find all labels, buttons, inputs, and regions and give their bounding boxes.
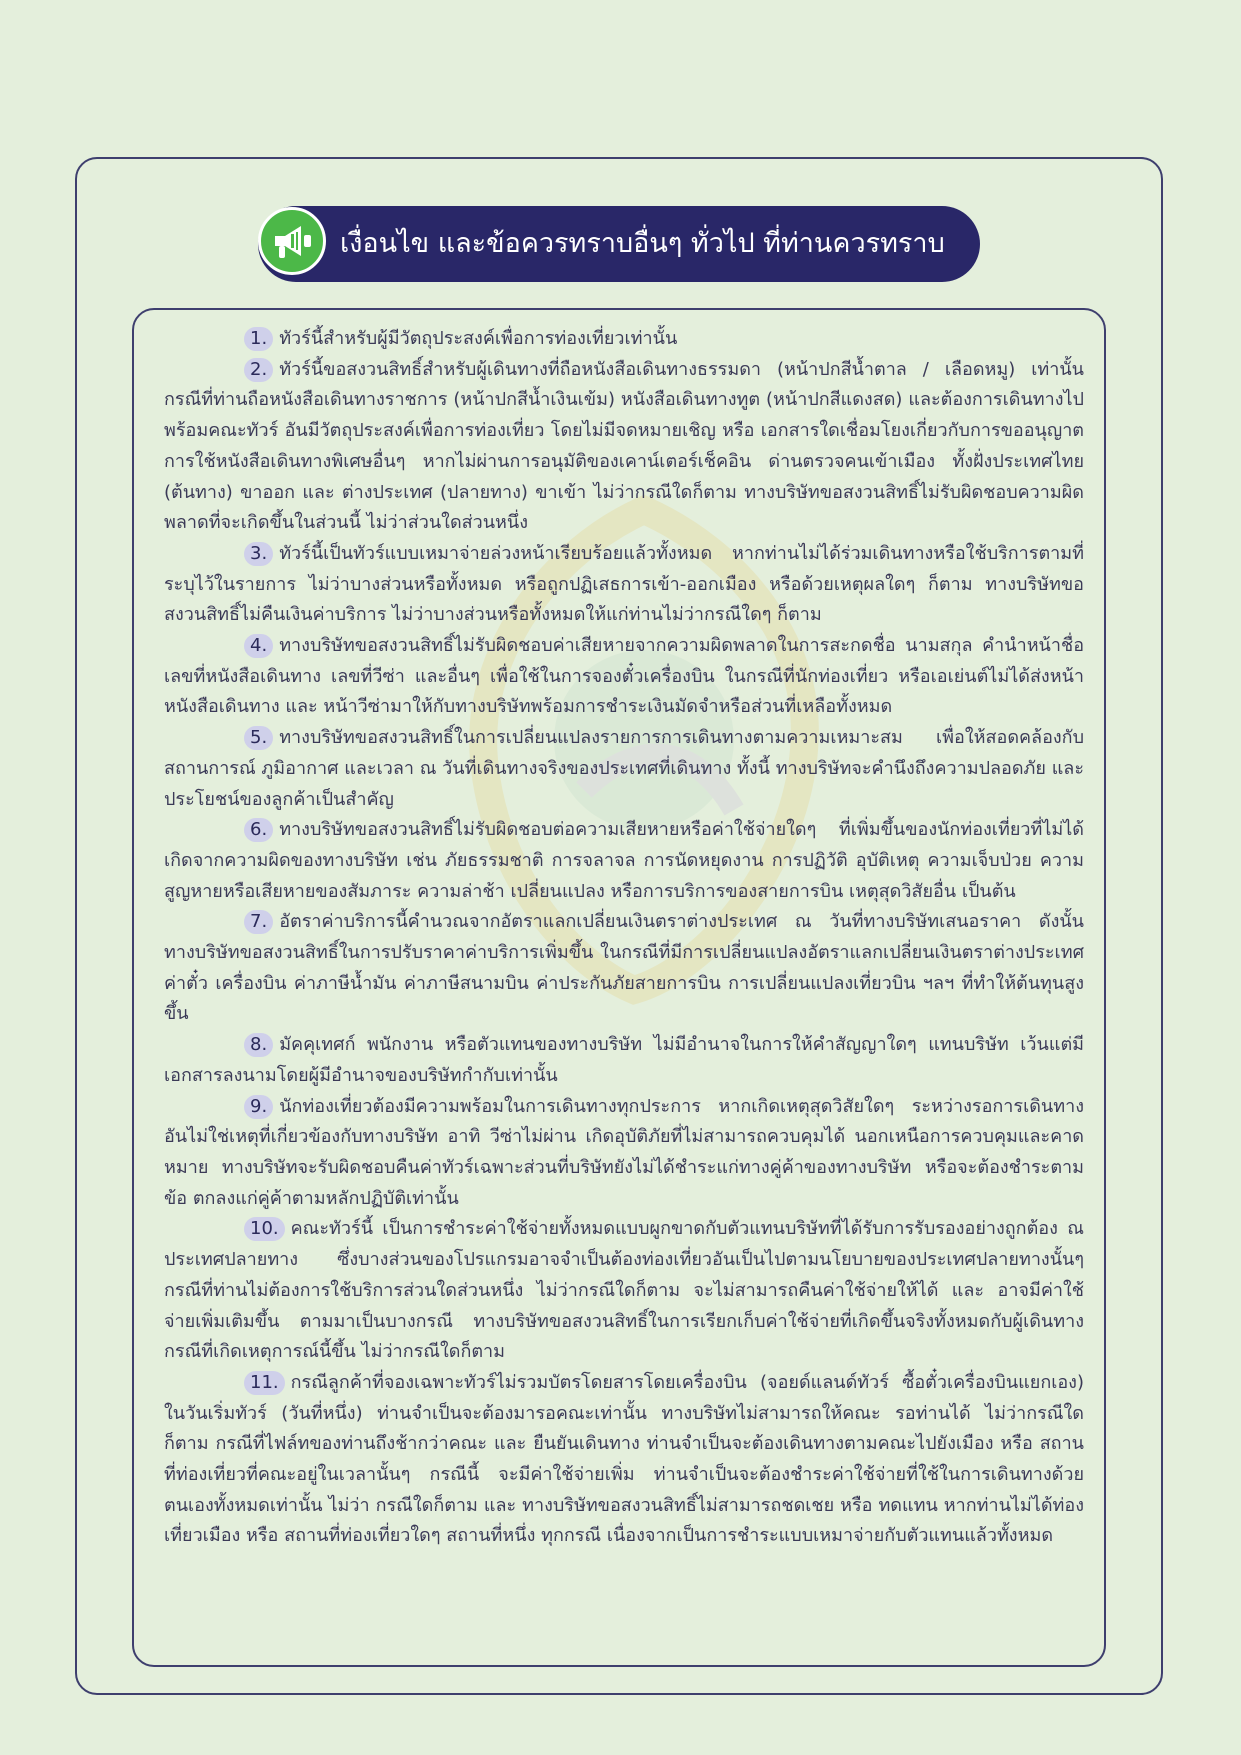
term-text: อัตราค่าบริการนี้คำนวณจากอัตราแลกเปลี่ยนเงินตราต่างประเทศ ณ วันที่ทางบริษัทเสนอราคา ดังนั้น ทางบริษัทขอสงวนสิทธิ์ในการปรับราคาค่าบริการเพิ่มขึ้น ในกรณีที่มีการเปลี่ยนแปลงอัตราแลกเปลี่ยนเงินตราต่างประเทศ ค่าตั๋ว เครื่องบิน ค่าภาษีน้ำมัน ค่าภาษีสนามบิน ค่าประกันภัยสายการบิน การเปลี่ยนแปลงเที่ยวบิน ฯลฯ ที่ทำให้ต้นทุนสูงขึ้น bbox=[164, 911, 1084, 1025]
term-number: 8. bbox=[244, 1033, 273, 1057]
term-number: 3. bbox=[244, 542, 273, 566]
term-text: ทางบริษัทขอสงวนสิทธิ์ไม่รับผิดชอบค่าเสียหายจากความผิดพลาดในการสะกดชื่อ นามสกุล คำนำหน้าชื่อ เลขที่หนังสือเดินทาง เลขที่วีซ่า และอื่นๆ เพื่อใช้ในการจองตั๋วเครื่องบิน ในกรณีที่นักท่องเที่ยว หรือเอเย่นต์ไม่ได้ส่งหน้าหนังสือเดินทาง และ หน้าวีซ่ามาให้กับทางบริษัทพร้อมการชำระเงินมัดจำหรือส่วนที่เหลือทั้งหมด bbox=[164, 635, 1084, 718]
term-item bbox=[164, 324, 1084, 355]
terms-list bbox=[164, 324, 1084, 1552]
term-number: 6. bbox=[244, 818, 273, 842]
term-item bbox=[164, 355, 1084, 539]
term-text: นักท่องเที่ยวต้องมีความพร้อมในการเดินทางทุกประการ หากเกิดเหตุสุดวิสัยใดๆ ระหว่างรอการเดินทาง อันไม่ใช่เหตุที่เกี่ยวข้องกับทางบริษัท อาทิ วีซ่าไม่ผ่าน เกิดอุบัติภัยที่ไม่สามารถควบคุมได้ นอกเหนือการควบคุมและคาดหมาย ทางบริษัทจะรับผิดชอบคืนค่าทัวร์เฉพาะส่วนที่บริษัทยังไม่ได้ชำระแก่ทางคู่ค้าของทางบริษัท หรือจะต้องชำระตามข้อ ตกลงแก่คู่ค้าตามหลักปฏิบัติเท่านั้น bbox=[164, 1095, 1084, 1209]
terms-panel bbox=[132, 308, 1106, 1667]
term-text: ทางบริษัทขอสงวนสิทธิ์ไม่รับผิดชอบต่อความเสียหายหรือค่าใช้จ่ายใดๆ ที่เพิ่มขึ้นของนักท่องเที่ยวที่ไม่ได้เกิดจากความผิดของทางบริษัท เช่น ภัยธรรมชาติ การจลาจล การนัดหยุดงาน การปฏิวัติ อุบัติเหตุ ความเจ็บป่วย ความสูญหายหรือเสียหายของสัมภาระ ความล่าช้า เปลี่ยนแปลง หรือการบริการของสายการบิน เหตุสุดวิสัยอื่น เป็นต้น bbox=[164, 819, 1084, 902]
term-number: 1. bbox=[244, 327, 273, 351]
term-item bbox=[164, 815, 1084, 907]
term-text: คณะทัวร์นี้ เป็นการชำระค่าใช้จ่ายทั้งหมดแบบผูกขาดกับตัวแทนบริษัทที่ได้รับการรับรองอย่างถูกต้อง ณ ประเทศปลายทาง ซึ่งบางส่วนของโปรแกรมอาจจำเป็นต้องท่องเที่ยวอันเป็นไปตามนโยบายของประเทศปลายทางนั้นๆ กรณีที่ท่านไม่ต้องการใช้บริการส่วนใดส่วนหนึ่ง ไม่ว่ากรณีใดก็ตาม จะไม่สามารถคืนค่าใช้จ่ายให้ได้ และ อาจมีค่าใช้จ่ายเพิ่มเติมขึ้น ตามมาเป็นบางกรณี ทางบริษัทขอสงวนสิทธิ์ในการเรียกเก็บค่าใช้จ่ายที่เกิดขึ้นจริงทั้งหมดกับผู้เดินทาง กรณีที่เกิดเหตุการณ์นี้ขึ้น ไม่ว่ากรณีใดก็ตาม bbox=[164, 1218, 1084, 1363]
term-text: ทัวร์นี้ขอสงวนสิทธิ์สำหรับผู้เดินทางที่ถือหนังสือเดินทางธรรมดา (หน้าปกสีน้ำตาล / เลือดหมู) เท่านั้น กรณีที่ท่านถือหนังสือเดินทางราชการ (หน้าปกสีน้ำเงินเข้ม) หนังสือเดินทางทูต (หน้าปกสีแดงสด) และต้องการเดินทางไปพร้อมคณะทัวร์ อันมีวัตถุประสงค์เพื่อการท่องเที่ยว โดยไม่มีจดหมายเชิญ หรือ เอกสารใดเชื่อมโยงเกี่ยวกับการขออนุญาตการใช้หนังสือเดินทางพิเศษอื่นๆ หากไม่ผ่านการอนุมัติของเคาน์เตอร์เช็คอิน ด่านตรวจคนเข้าเมือง ทั้งฝั่งประเทศไทย (ต้นทาง) ขาออก และ ต่างประเทศ (ปลายทาง) ขาเข้า ไม่ว่ากรณีใดก็ตาม ทางบริษัทขอสงวนสิทธิ์ไม่รับผิดชอบความผิดพลาดที่จะเกิดขึ้นในส่วนนี้ ไม่ว่าส่วนใดส่วนหนึ่ง bbox=[164, 358, 1084, 534]
term-item bbox=[164, 631, 1084, 723]
term-item bbox=[164, 1092, 1084, 1215]
term-item bbox=[164, 723, 1084, 815]
term-number: 9. bbox=[244, 1095, 273, 1119]
term-text: มัคคุเทศก์ พนักงาน หรือตัวแทนของทางบริษัท ไม่มีอำนาจในการให้คำสัญญาใดๆ แทนบริษัท เว้นแต่มีเอกสารลงนามโดยผู้มีอำนาจของบริษัทกำกับเท่านั้น bbox=[164, 1034, 1084, 1086]
megaphone-icon bbox=[258, 207, 326, 275]
term-number: 7. bbox=[244, 910, 273, 934]
term-number: 5. bbox=[244, 726, 273, 750]
term-number: 4. bbox=[244, 634, 273, 658]
term-item bbox=[164, 1368, 1084, 1552]
term-item bbox=[164, 907, 1084, 1030]
page-title: เงื่อนไข และข้อควรทราบอื่นๆ ทั่วไป ที่ท่านควรทราบ bbox=[340, 228, 945, 259]
term-number: 2. bbox=[244, 358, 273, 382]
term-item bbox=[164, 1030, 1084, 1091]
term-text: ทางบริษัทขอสงวนสิทธิ์ในการเปลี่ยนแปลงรายการการเดินทางตามความเหมาะสม เพื่อให้สอดคล้องกับ สถานการณ์ ภูมิอากาศ และเวลา ณ วันที่เดินทางจริงของประเทศที่เดินทาง ทั้งนี้ ทางบริษัทจะคำนึงถึงความปลอดภัย และ ประโยชน์ของลูกค้าเป็นสำคัญ bbox=[164, 727, 1084, 810]
term-text: ทัวร์นี้สำหรับผู้มีวัตถุประสงค์เพื่อการท่องเที่ยวเท่านั้น bbox=[279, 328, 678, 349]
term-text: กรณีลูกค้าที่จองเฉพาะทัวร์ไม่รวมบัตรโดยสารโดยเครื่องบิน (จอยด์แลนด์ทัวร์ ซื้อตั๋วเครื่องบินแยกเอง) ในวันเริ่มทัวร์ (วันที่หนึ่ง) ท่านจำเป็นจะต้องมารอคณะเท่านั้น ทางบริษัทไม่สามารถให้คณะ รอท่านได้ ไม่ว่ากรณีใดก็ตาม กรณีที่ไฟล์ทของท่านถึงช้ากว่าคณะ และ ยืนยันเดินทาง ท่านจำเป็นจะต้องเดินทางตามคณะไปยังเมือง หรือ สถานที่ท่องเที่ยวที่คณะอยู่ในเวลานั้นๆ กรณีนี้ จะมีค่าใช้จ่ายเพิ่ม ท่านจำเป็นจะต้องชำระค่าใช้จ่ายที่ใช้ในการเดินทางด้วยตนเองทั้งหมดเท่านั้น ไม่ว่า กรณีใดก็ตาม และ ทางบริษัทขอสงวนสิทธิ์ไม่สามารถชดเชย หรือ ทดแทน หากท่านไม่ได้ท่องเที่ยวเมือง หรือ สถานที่ท่องเที่ยวใดๆ สถานที่หนึ่ง ทุกกรณี เนื่องจากเป็นการชำระแบบเหมาจ่ายกับตัวแทนแล้วทั้งหมด bbox=[164, 1371, 1084, 1547]
term-number: 10. bbox=[244, 1217, 285, 1241]
term-text: ทัวร์นี้เป็นทัวร์แบบเหมาจ่ายล่วงหน้าเรียบร้อยแล้วทั้งหมด หากท่านไม่ได้ร่วมเดินทางหรือใช้บริการตามที่ระบุไว้ในรายการ ไม่ว่าบางส่วนหรือทั้งหมด หรือถูกปฏิเสธการเข้า-ออกเมือง หรือด้วยเหตุผลใดๆ ก็ตาม ทางบริษัทขอสงวนสิทธิ์ไม่คืนเงินค่าบริการ ไม่ว่าบางส่วนหรือทั้งหมดให้แก่ท่านไม่ว่ากรณีใดๆ ก็ตาม bbox=[164, 542, 1084, 626]
term-number: 11. bbox=[244, 1371, 285, 1395]
term-item bbox=[164, 1214, 1084, 1368]
term-item bbox=[164, 539, 1084, 631]
